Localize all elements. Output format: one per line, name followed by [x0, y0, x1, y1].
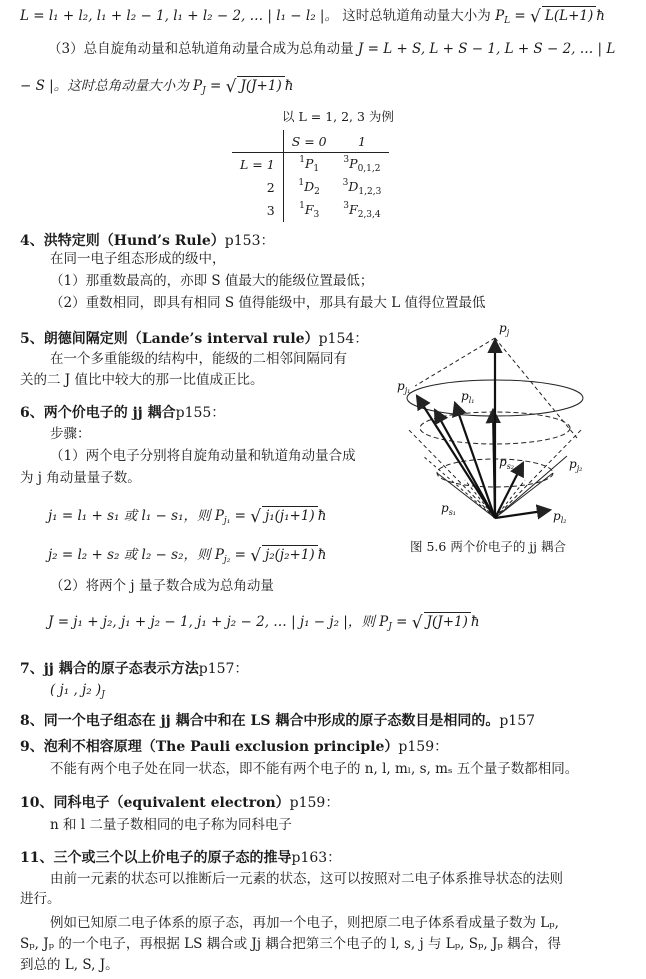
j-total-formula: J = j₁ + j₂, j₁ + j₂ − 1, j₁ + j₂ − 2, … | j₁ − j₂ |，则 — [48, 614, 375, 630]
header-s0: S = 0 — [283, 130, 334, 153]
page-ref: p155： — [175, 405, 226, 421]
row-l: L = 1 — [232, 153, 283, 177]
section-title: 11、三个或三个以上价电子的原子态的推导 — [20, 850, 292, 866]
radical-sign: √ — [530, 7, 541, 27]
radical-sign: √ — [225, 77, 237, 97]
section-6-heading — [20, 404, 225, 422]
page-ref: p154： — [318, 331, 369, 347]
jj-coupling-figure — [395, 318, 595, 533]
page-ref: p163： — [291, 850, 342, 866]
jj-notation — [50, 681, 105, 704]
page-ref: p157： — [198, 661, 249, 677]
section-title: 7、jj 耦合的原子态表示方法 — [20, 661, 199, 677]
j2-formula: j₂ = l₂ + s₂ 或 l₂ − s₂，则 — [48, 547, 211, 563]
singlet-term: $^1F_3$ — [299, 201, 320, 220]
s6-line-2: （1）两个电子分别将自旋角动量和轨道角动量合成 — [50, 448, 356, 464]
label-pj2: $p_{j_2}$ — [569, 457, 583, 473]
s5-line-2: 关的二 J 值比中较大的那一比值成正比。 — [20, 372, 264, 388]
s4-line-3: （2）重数相同，即具有相同 S 值得能级中，那具有最大 L 值得位置最低 — [50, 295, 486, 311]
s11-line-1: 由前一元素的状态可以推断后一元素的状态，这可以按照对二电子体系推导状态的法则 — [50, 871, 563, 887]
page-ref: p159： — [398, 739, 449, 755]
table-row — [232, 199, 389, 222]
s6-line-3: 为 j 角动量量子数。 — [20, 470, 141, 486]
term-table-header — [232, 130, 389, 153]
cone-edge — [495, 428, 583, 518]
cone-edge — [415, 338, 495, 386]
orbital-sum-formula: L = l₁ + l₂, l₁ + l₂ − 1, l₁ + l₂ − 2, … | l₁ − l₂ |。 — [20, 8, 338, 24]
pl-radicand: L(L+1) — [542, 6, 596, 25]
pj-symbol: P — [193, 78, 203, 94]
row-l: 3 — [232, 199, 283, 222]
item3-prefix: （3）总自旋角动量和总轨道角动量合成为总角动量 — [48, 41, 354, 57]
label-ps1: $p_{s_1}$ — [441, 501, 456, 517]
s6-line-4: （2）将两个 j 量子数合成为总角动量 — [50, 578, 274, 594]
s4-line-2: （1）那重数最高的，亦即 S 值最大的能级位置最低； — [50, 273, 374, 289]
table-row — [232, 176, 389, 199]
section-10-heading — [20, 794, 339, 812]
section-4-heading — [20, 232, 274, 250]
section-title: 10、同科电子（equivalent electron） — [20, 795, 290, 811]
s9-line-1: 不能有两个电子处在同一状态，即不能有两个电子的 n, l, mₗ, s, mₛ 五个量子数都相同。 — [50, 761, 579, 777]
hbar: ħ — [284, 78, 294, 94]
s10-line-1: n 和 l 二量子数相同的电子称为同科电子 — [50, 817, 292, 833]
label-pj: $p_j$ — [499, 321, 510, 337]
singlet-term: $^1D_2$ — [298, 178, 320, 197]
s4-line-1: 在同一电子组态形成的级中， — [50, 251, 226, 267]
notation-body: ( j₁ , j₂ ) — [50, 682, 102, 698]
triplet-term: $^3D_{1,2,3}$ — [342, 178, 382, 197]
intro-item-3-line-2: − S |。这时总角动量大小为 $P_J$ = √ J(J+1) ħ — [20, 77, 294, 97]
hbar: ħ — [596, 8, 605, 24]
triplet-term: $^3F_{2,3,4}$ — [343, 201, 381, 220]
j2-formula-line: j₂ = l₂ + s₂ 或 l₂ − s₂，则 $P_{j_2}$ = √ j₂(j₂+1) ħ — [48, 546, 327, 566]
orbital-magnitude-text: 这时总轨道角动量大小为 — [342, 8, 491, 24]
pj2-radicand: j₂(j₂+1) — [262, 545, 318, 564]
pj-radicand: J(J+1) — [237, 76, 284, 95]
pj1-radicand: j₁(j₁+1) — [262, 506, 318, 525]
section-8-heading — [20, 712, 535, 730]
term-table — [232, 130, 389, 222]
section-9-heading — [20, 738, 448, 756]
label-pj1: $p_{j_1}$ — [397, 379, 411, 395]
page-ref: p159： — [289, 795, 340, 811]
page-ref: p153： — [224, 233, 275, 249]
section-7-heading — [20, 660, 248, 678]
s11-line-2: 进行。 — [20, 891, 61, 907]
cone-edge — [407, 428, 495, 518]
label-ps2: $p_{s_2}$ — [499, 455, 514, 471]
s5-line-1: 在一个多重能级的结构中，能级的二相邻间隔同有 — [50, 351, 347, 367]
item3-line2: − S |。这时总角动量大小为 — [20, 78, 189, 94]
figure-caption: 图 5.6 两个价电子的 jj 耦合 — [410, 539, 567, 554]
s11-line-3: 例如已知原二电子体系的原子态，再加一个电子，则把原二电子体系看成量子数为 Lₚ, — [50, 915, 559, 931]
singlet-term: $^1P_1$ — [299, 155, 320, 174]
header-s1: 1 — [335, 130, 390, 153]
section-title: 5、朗德间隔定则（Lande’s interval rule） — [20, 331, 319, 347]
page-ref: p157 — [499, 713, 536, 729]
intro-line-1: L = l₁ + l₂, l₁ + l₂ − 1, l₁ + l₂ − 2, … | l₁ − l₂ |。 这时总轨道角动量大小为 $P_L$ = √ L(L+1) ħ — [20, 7, 605, 27]
s11-line-5: 到总的 L, S, J。 — [20, 957, 119, 973]
total-j-formula: J = L + S, L + S − 1, L + S − 2, … | L — [357, 41, 616, 57]
pl-subscript: L — [504, 16, 511, 26]
pl-symbol: P — [495, 8, 505, 24]
label-pl1: $p_{l_1}$ — [461, 389, 475, 405]
ps2-vector — [495, 463, 523, 518]
section-5-heading — [20, 330, 368, 348]
row-l: 2 — [232, 176, 283, 199]
j-total-formula-line: J = j₁ + j₂, j₁ + j₂ − 1, j₁ + j₂ − 2, … | j₁ − j₂ |，则 $P_J$ = √ J(J+1) ħ — [48, 613, 480, 633]
notation-subscript: J — [101, 690, 105, 700]
section-title: 4、洪特定则（Hund’s Rule） — [20, 233, 225, 249]
j1-formula-line: j₁ = l₁ + s₁ 或 l₁ − s₁，则 $P_{j_1}$ = √ j₁(j₁+1) ħ — [48, 507, 327, 527]
section-11-heading — [20, 849, 341, 867]
table-row — [232, 153, 389, 177]
intro-item-3 — [48, 40, 615, 58]
section-title: 8、同一个电子组态在 jj 耦合中和在 LS 耦合中形成的原子态数目是相同的。 — [20, 713, 500, 729]
s11-line-4: Sₚ, Jₚ 的一个电子，再根据 LS 耦合或 Jj 耦合把第三个电子的 l, s, j 与 Lₚ, Sₚ, Jₚ 耦合，得 — [20, 936, 562, 952]
label-pl2: $p_{l_2}$ — [553, 509, 567, 525]
s6-line-1: 步骤： — [50, 426, 91, 442]
cone-edge — [495, 338, 577, 438]
pj-subscript: J — [202, 86, 206, 96]
pj-total-radicand: J(J+1) — [424, 612, 471, 631]
triplet-term: $^3P_{0,1,2}$ — [343, 155, 381, 174]
section-title: 6、两个价电子的 jj 耦合 — [20, 405, 176, 421]
example-caption: 以 L = 1, 2, 3 为例 — [282, 109, 394, 124]
j1-formula: j₁ = l₁ + s₁ 或 l₁ − s₁，则 — [48, 508, 211, 524]
section-title: 9、泡利不相容原理（The Pauli exclusion principle） — [20, 739, 399, 755]
